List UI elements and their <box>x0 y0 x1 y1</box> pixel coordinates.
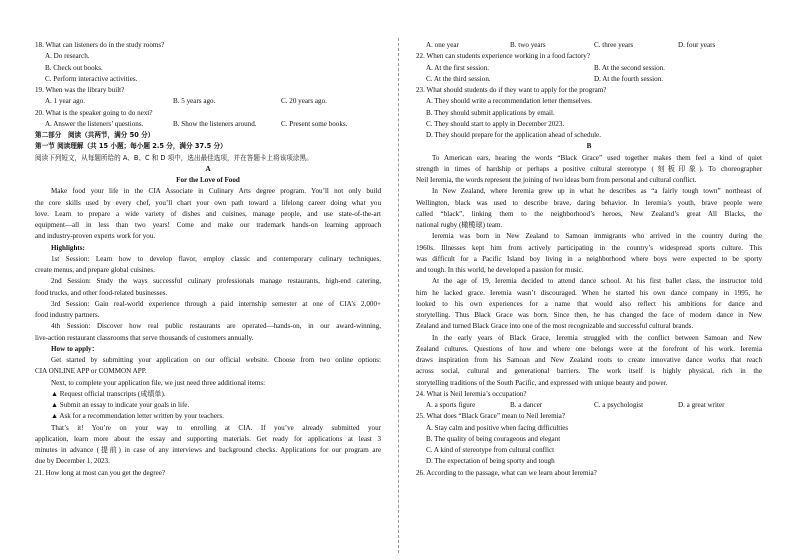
passage-b-line: At the age of 19, Ieremia decided to attend dance school. At his first ballet class, the instructor told <box>432 277 762 286</box>
passage-b-line: Wellington, black was used to describe brave, daring behavior. In Ieremia’s youth, brave people were <box>416 198 762 207</box>
passage-b-line: storytelling. Thus Black Grace was born. Since then, he has changed the face of modern dance in New <box>416 311 762 319</box>
passage-b-line: Neil Ieremia, the words represent the joining of two ideas born from personal and cultural conflict. <box>416 176 697 184</box>
closing-line: minutes in advance (提前) in case of any interviews and background checks. Applications for our program are <box>35 446 381 454</box>
question-22-option-c: C. At the third session. <box>426 74 491 83</box>
question-19-option-b: B. 5 years ago. <box>173 97 216 106</box>
highlight-item: 2nd Session: Study the ways successful culinary professionals manage restaurants, high-end catering, <box>51 277 381 286</box>
question-21-option-c: C. three years <box>594 41 634 49</box>
passage-b-letter: B <box>586 142 592 151</box>
highlights-list <box>35 254 381 344</box>
question-20-stem: 20. What is the speaker going to do next? <box>35 108 153 117</box>
highlight-item-cont: live-action restaurant classrooms that serve thousands of customers annually. <box>35 333 254 342</box>
left-column <box>35 40 381 479</box>
passage-b-paragraph <box>416 231 762 276</box>
passage-b-line: Zealand cultures. Questions of how and where one belongs were at the forefront of his work. Ieremia <box>416 344 762 353</box>
apply-line: Get started by submitting your application on our official website. Choose from two online options: <box>51 356 381 364</box>
highlight-item-cont: food industry partners. <box>35 311 100 319</box>
passage-a-intro <box>35 186 381 242</box>
part-2-heading: 第二部分 阅读（共两节，满分 50 分） <box>35 131 155 139</box>
highlight-item: 4th Session: Discover how real public restaurants are operated—hands-on, in our award-winning, <box>51 322 381 331</box>
question-23-option-c: C. They should start to apply in December 2023. <box>426 119 565 128</box>
question-23-option-a: A. They should write a recommendation letter themselves. <box>426 97 592 106</box>
passage-b-line: In the early years of Black Grace, Ieremia struggled with the conflict between Samoan and New <box>432 333 762 342</box>
passage-a-line: equipment—all in less than two years! Come and make our trademark hands-on learning approach <box>35 221 381 229</box>
passage-b-line: strength in times of hardship or perhaps a positive cultural stereotype (刻板印象). To choreographer <box>416 164 762 173</box>
question-21-option-a: A. one year <box>426 41 459 49</box>
question-22-options-row2 <box>416 74 762 85</box>
question-18-stem: 18. What can listeners do in the study rooms? <box>35 41 165 49</box>
question-26-stem: 26. According to the passage, what can we learn about Ieremia? <box>416 468 597 477</box>
passage-b-line: storytelling traditions of the South Pacific, and expressed with unique beauty and power. <box>416 378 668 387</box>
passage-b-line: and tough. In this world, he developed a passion for music. <box>416 266 584 274</box>
passage-b-line: was difficult for a Pacific Island boy living in a neighborhood where boys were expected to be sporty <box>416 254 762 263</box>
highlight-item-cont: create menus, and prepare global cuisines. <box>35 266 155 274</box>
question-21-stem: 21. How long at most can you get the degree? <box>35 468 166 477</box>
passage-a-line: and industry-proven experts work for you. <box>35 232 156 241</box>
passage-b-line: called “black”, linking them to the neighborhood’s heroes, New Zealand’s great All Blacks, the <box>416 209 762 218</box>
passage-b-line: In New Zealand, where Ieremia grew up in what he describes as “a fairly tough town” northeast of <box>432 187 762 196</box>
question-20-option-b: B. Show the listeners around. <box>173 119 257 128</box>
highlights-label: Highlights: <box>51 243 85 252</box>
passage-b-paragraph <box>416 333 762 389</box>
passage-a-line: Make food your life in the CIA Associate in Culinary Arts degree program. You’ll not only build <box>51 187 381 196</box>
passage-b-line: Zealand and turned Black Grace into one of the most recognizable and successful cultural brands. <box>416 322 694 331</box>
section-1-heading: 第一节 阅读理解（共 15 小题；每小题 2.5 分，满分 37.5 分） <box>35 142 227 151</box>
question-21-option-d: D. four years <box>678 41 716 49</box>
highlight-item: 3rd Session: Gain real-world experience through a paid internship semester at one of CIA’s 2,000+ <box>51 299 381 308</box>
highlight-item: 1st Session: Learn how to develop flavor, employ classic and contemporary culinary techniques, <box>51 254 381 263</box>
question-23-option-d: D. They should prepare for the application ahead of schedule. <box>426 131 601 139</box>
passage-a-line: love. Learn to prepare a wide variety of dishes and cuisines, manage people, and use state-of-the-art <box>35 209 381 218</box>
question-25-option-d: D. The expectation of being sporty and tough <box>426 457 555 466</box>
question-22-stem: 22. When can students experience working in a food factory? <box>416 52 590 61</box>
passage-a-title: For the Love of Food <box>176 176 240 184</box>
question-20-option-a: A. Answer the listeners’ questions. <box>45 119 144 128</box>
passage-b-line: To American ears, hearing the words “Black Grace” used together makes them feel a kind of quiet <box>432 153 762 162</box>
question-20-option-c: C. Present some books. <box>281 119 348 128</box>
question-19-option-a: A. 1 year ago. <box>45 97 85 106</box>
how-to-apply-label: How to apply： <box>51 344 99 353</box>
question-25-stem: 25. What does “Black Grace” mean to Neil Ieremia? <box>416 412 565 421</box>
passage-b-line: across social, cultural and generational barriers. The work itself is highly physical, rich in the <box>416 367 762 376</box>
question-18-option-a: A. Do research. <box>45 52 90 61</box>
closing-line: That’s it! You’re on your way to enrolling at CIA. If you’ve already submitted your <box>51 423 381 432</box>
requirement-item: ▲ Request official transcripts (成绩单). <box>51 389 166 398</box>
passage-a-line: the core skills used by every chef, you’ll chart your own path toward a lifelong career doing what you <box>35 198 381 207</box>
question-22-option-a: A. At the first session. <box>426 63 490 72</box>
question-25-option-b: B. The quality of being courageous and elegant <box>426 434 561 443</box>
question-22-option-b: B. At the second session. <box>594 63 665 72</box>
passage-b-paragraph <box>416 153 762 187</box>
passage-b-line: Ieremia was born in New Zealand to Samoan immigrants who arrived in the country during the <box>432 232 762 241</box>
column-divider <box>398 38 399 553</box>
question-19-options <box>35 96 381 107</box>
question-23-stem: 23. What should students do if they want to apply for the program? <box>416 86 607 94</box>
question-24-stem: 24. What is Neil Ieremia’s occupation? <box>416 389 527 398</box>
passage-a-letter: A <box>205 164 211 173</box>
question-20-options <box>35 119 381 130</box>
question-22-option-d: D. At the fourth session. <box>594 74 663 83</box>
question-18-option-b: B. Check out books. <box>45 63 103 72</box>
next-steps-line: Next, to complete your application file, we just need three additional items: <box>51 378 266 387</box>
passage-b-line: national rugby (橄榄球) team. <box>416 221 503 229</box>
right-column <box>416 40 762 479</box>
question-24-options <box>416 400 762 411</box>
passage-b-line: 1960s. Illnesses kept him from actively participating in the country’s widespread sports culture. This <box>416 243 762 252</box>
passage-b-paragraph <box>416 276 762 332</box>
reading-instruction: 阅读下列短文，从每题所给的 A、B、C 和 D 项中，选出最佳选项，并在答题卡上将该项涂黑。 <box>35 153 313 162</box>
question-22-options-row1 <box>416 63 762 74</box>
passage-b-paragraph <box>416 186 762 231</box>
question-25-option-a: A. Stay calm and positive when facing difficulties <box>426 423 569 432</box>
question-19-option-c: C. 20 years ago. <box>281 97 327 106</box>
passage-b-line: him he lacked grace. Ieremia wasn’t discouraged. When he started his own dance company in 1995, he <box>416 288 762 297</box>
requirement-item: ▲ Ask for a recommendation letter written by your teachers. <box>51 412 224 421</box>
question-19-stem: 19. When was the library built? <box>35 86 125 94</box>
closing-line: due by December 1, 2023. <box>35 457 110 466</box>
question-25-option-c: C. A kind of stereotype from cultural conflict <box>426 446 555 454</box>
question-24-option-a: A. a sports figure <box>426 401 476 409</box>
question-23-option-b: B. They should submit applications by email. <box>426 108 555 117</box>
closing-line: application, learn more about the essay and supporting materials. Get ready for applications at least 3 <box>35 434 381 443</box>
passage-b-line: draws inspiration from his Samoan and New Zealand roots to create innovative dance works that reach <box>416 356 762 364</box>
question-18-option-c: C. Perform interactive activities. <box>45 74 138 83</box>
passage-b-line: looked to his own experiences for a name that would also reflect his ambitions for dance and <box>416 299 762 308</box>
question-24-option-c: C. a psychologist <box>594 401 644 409</box>
question-24-option-b: B. a dancer <box>510 401 543 409</box>
question-24-option-d: D. a great writer <box>678 401 725 409</box>
requirement-item: ▲ Submit an essay to indicate your goals in life. <box>51 401 190 409</box>
question-21-options <box>416 40 762 51</box>
highlight-item-cont: food trucks, and other food-related businesses. <box>35 288 168 297</box>
apply-line: CIA ONLINE APP or COMMON APP. <box>35 367 147 376</box>
question-21-option-b: B. two years <box>510 41 546 49</box>
